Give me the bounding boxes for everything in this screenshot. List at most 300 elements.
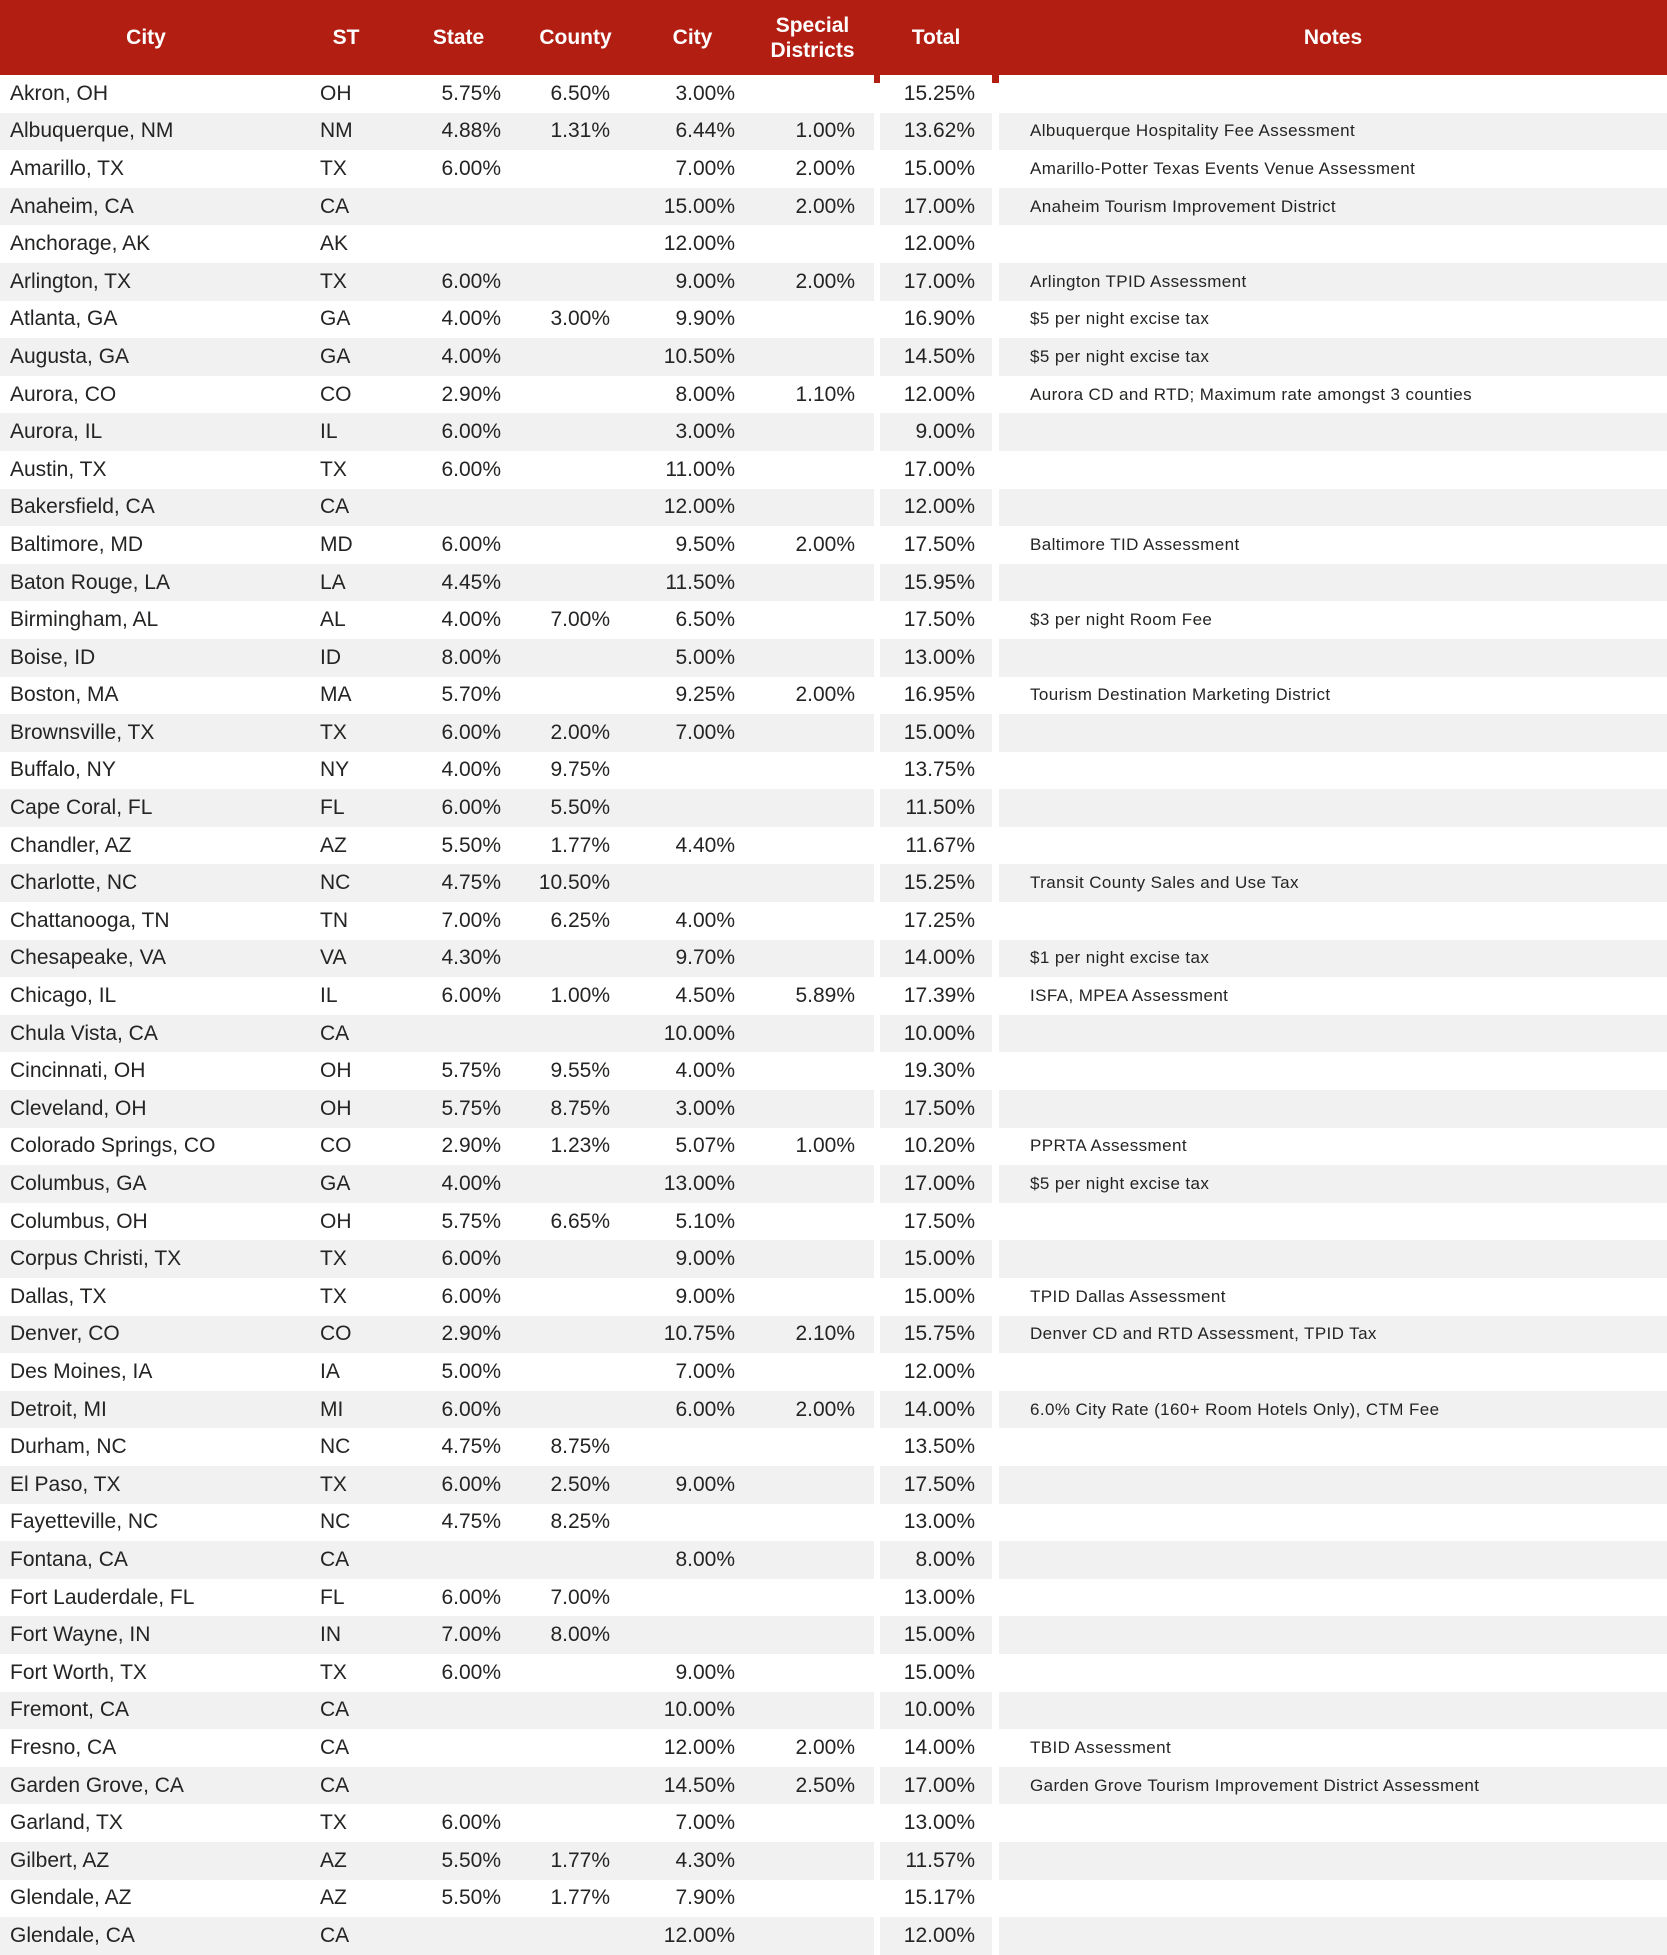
table-row[interactable]	[0, 1128, 1667, 1166]
cell-city-name: Brownsville, TX	[0, 714, 292, 752]
cell-total-rate: 13.75%	[880, 752, 992, 790]
cell-special-districts-rate	[751, 1428, 874, 1466]
cell-total-rate: 19.30%	[880, 1052, 992, 1090]
cell-state-rate: 2.90%	[400, 376, 517, 414]
cell-city-name: Birmingham, AL	[0, 601, 292, 639]
cell-notes	[999, 1616, 1667, 1654]
table-row[interactable]	[0, 1353, 1667, 1391]
cell-st: NC	[292, 1504, 400, 1542]
cell-city-rate	[634, 1504, 751, 1542]
cell-special-districts-rate	[751, 864, 874, 902]
cell-city-rate	[634, 1428, 751, 1466]
table-row[interactable]	[0, 1428, 1667, 1466]
table-row[interactable]	[0, 526, 1667, 564]
cell-total-rate: 15.00%	[880, 1278, 992, 1316]
cell-city-name: Albuquerque, NM	[0, 113, 292, 151]
cell-st: OH	[292, 1090, 400, 1128]
cell-state-rate: 2.90%	[400, 1316, 517, 1354]
cell-city-name: Baltimore, MD	[0, 526, 292, 564]
table-row[interactable]	[0, 1692, 1667, 1730]
cell-city-name: Chula Vista, CA	[0, 1015, 292, 1053]
cell-st: NC	[292, 1428, 400, 1466]
cell-city-name: Cape Coral, FL	[0, 789, 292, 827]
table-row[interactable]	[0, 338, 1667, 376]
cell-special-districts-rate	[751, 338, 874, 376]
table-row[interactable]	[0, 639, 1667, 677]
cell-city-rate	[634, 864, 751, 902]
table-row[interactable]	[0, 601, 1667, 639]
cell-city-rate: 12.00%	[634, 1917, 751, 1955]
cell-notes: Amarillo-Potter Texas Events Venue Assessment	[999, 150, 1667, 188]
cell-notes: Tourism Destination Marketing District	[999, 677, 1667, 715]
cell-st: AZ	[292, 1842, 400, 1880]
cell-city-name: Fort Wayne, IN	[0, 1616, 292, 1654]
cell-st: TX	[292, 451, 400, 489]
table-row[interactable]	[0, 1917, 1667, 1955]
table-row[interactable]	[0, 1240, 1667, 1278]
cell-city-rate: 10.00%	[634, 1692, 751, 1730]
cell-total-rate: 14.00%	[880, 1729, 992, 1767]
table-row[interactable]	[0, 1504, 1667, 1542]
table-row[interactable]	[0, 1278, 1667, 1316]
cell-st: OH	[292, 1203, 400, 1241]
cell-st: FL	[292, 789, 400, 827]
cell-st: AK	[292, 225, 400, 263]
cell-special-districts-rate	[751, 1278, 874, 1316]
cell-notes: PPRTA Assessment	[999, 1128, 1667, 1166]
column-separator	[992, 1880, 999, 1918]
cell-notes: Arlington TPID Assessment	[999, 263, 1667, 301]
cell-city-rate: 6.50%	[634, 601, 751, 639]
cell-county-rate	[517, 1015, 634, 1053]
cell-notes	[999, 1692, 1667, 1730]
cell-state-rate: 6.00%	[400, 977, 517, 1015]
cell-state-rate: 6.00%	[400, 263, 517, 301]
table-row[interactable]	[0, 677, 1667, 715]
cell-county-rate	[517, 677, 634, 715]
table-row[interactable]	[0, 263, 1667, 301]
cell-special-districts-rate: 2.00%	[751, 1391, 874, 1429]
cell-state-rate: 5.75%	[400, 1090, 517, 1128]
cell-st: TX	[292, 1466, 400, 1504]
cell-total-rate: 16.95%	[880, 677, 992, 715]
cell-county-rate: 1.77%	[517, 827, 634, 865]
cell-notes	[999, 489, 1667, 527]
column-header-city-rate[interactable]: City	[634, 0, 751, 75]
table-row[interactable]	[0, 1579, 1667, 1617]
cell-state-rate	[400, 188, 517, 226]
cell-st: CA	[292, 1015, 400, 1053]
table-row[interactable]	[0, 489, 1667, 527]
cell-county-rate: 2.00%	[517, 714, 634, 752]
cell-county-rate	[517, 1316, 634, 1354]
cell-st: TX	[292, 714, 400, 752]
cell-notes: Anaheim Tourism Improvement District	[999, 188, 1667, 226]
column-separator	[992, 225, 999, 263]
table-row[interactable]	[0, 864, 1667, 902]
cell-city-rate: 3.00%	[634, 75, 751, 113]
column-header-st[interactable]: ST	[292, 0, 400, 75]
cell-city-name: Chesapeake, VA	[0, 940, 292, 978]
table-row[interactable]	[0, 225, 1667, 263]
cell-st: TX	[292, 1240, 400, 1278]
cell-st: AZ	[292, 1880, 400, 1918]
cell-special-districts-rate	[751, 1579, 874, 1617]
cell-total-rate: 17.00%	[880, 451, 992, 489]
cell-state-rate: 4.00%	[400, 752, 517, 790]
cell-city-rate: 3.00%	[634, 1090, 751, 1128]
cell-city-name: Amarillo, TX	[0, 150, 292, 188]
cell-special-districts-rate	[751, 1353, 874, 1391]
cell-st: GA	[292, 338, 400, 376]
column-separator	[992, 188, 999, 226]
cell-st: NC	[292, 864, 400, 902]
cell-city-rate: 7.00%	[634, 150, 751, 188]
table-row[interactable]	[0, 1729, 1667, 1767]
cell-state-rate: 4.75%	[400, 1504, 517, 1542]
column-separator	[992, 1165, 999, 1203]
cell-special-districts-rate	[751, 1692, 874, 1730]
column-header-notes[interactable]: Notes	[999, 0, 1667, 75]
column-separator	[992, 263, 999, 301]
cell-city-name: Columbus, OH	[0, 1203, 292, 1241]
cell-state-rate: 5.75%	[400, 75, 517, 113]
cell-notes	[999, 413, 1667, 451]
cell-state-rate: 6.00%	[400, 1654, 517, 1692]
header-separator	[992, 0, 999, 75]
cell-city-rate: 13.00%	[634, 1165, 751, 1203]
cell-city-rate: 11.00%	[634, 451, 751, 489]
cell-city-rate: 9.90%	[634, 301, 751, 339]
cell-city-rate: 5.07%	[634, 1128, 751, 1166]
column-header-total[interactable]: Total	[880, 0, 992, 75]
cell-total-rate: 15.17%	[880, 1880, 992, 1918]
cell-state-rate: 4.45%	[400, 564, 517, 602]
cell-city-name: Columbus, GA	[0, 1165, 292, 1203]
cell-special-districts-rate	[751, 225, 874, 263]
column-separator	[992, 1240, 999, 1278]
cell-notes: $5 per night excise tax	[999, 301, 1667, 339]
cell-total-rate: 15.95%	[880, 564, 992, 602]
cell-total-rate: 15.00%	[880, 1616, 992, 1654]
cell-state-rate: 2.90%	[400, 1128, 517, 1166]
cell-special-districts-rate	[751, 413, 874, 451]
cell-county-rate	[517, 1240, 634, 1278]
table-row[interactable]	[0, 977, 1667, 1015]
cell-special-districts-rate	[751, 752, 874, 790]
cell-city-rate: 7.00%	[634, 1353, 751, 1391]
cell-st: OH	[292, 75, 400, 113]
cell-total-rate: 11.50%	[880, 789, 992, 827]
cell-notes	[999, 75, 1667, 113]
cell-city-rate: 5.00%	[634, 639, 751, 677]
cell-notes	[999, 1203, 1667, 1241]
table-row[interactable]	[0, 1654, 1667, 1692]
cell-state-rate: 6.00%	[400, 451, 517, 489]
column-separator	[992, 677, 999, 715]
cell-st: TX	[292, 1278, 400, 1316]
cell-county-rate: 9.55%	[517, 1052, 634, 1090]
cell-county-rate	[517, 1767, 634, 1805]
column-separator	[992, 1654, 999, 1692]
cell-county-rate: 1.31%	[517, 113, 634, 151]
cell-city-name: Denver, CO	[0, 1316, 292, 1354]
cell-city-rate: 9.00%	[634, 1654, 751, 1692]
cell-city-name: Fontana, CA	[0, 1541, 292, 1579]
cell-total-rate: 17.50%	[880, 1090, 992, 1128]
cell-notes: $5 per night excise tax	[999, 1165, 1667, 1203]
cell-state-rate: 4.75%	[400, 864, 517, 902]
column-header-special-districts[interactable]: Special Districts	[751, 0, 874, 75]
table-row[interactable]	[0, 1165, 1667, 1203]
cell-st: CA	[292, 1917, 400, 1955]
cell-total-rate: 17.25%	[880, 902, 992, 940]
table-row[interactable]	[0, 413, 1667, 451]
cell-city-rate: 5.10%	[634, 1203, 751, 1241]
cell-st: CO	[292, 376, 400, 414]
column-separator	[992, 113, 999, 151]
cell-city-rate: 7.90%	[634, 1880, 751, 1918]
cell-total-rate: 11.67%	[880, 827, 992, 865]
cell-city-name: El Paso, TX	[0, 1466, 292, 1504]
total-column-right-tick	[992, 75, 999, 83]
cell-county-rate	[517, 1654, 634, 1692]
cell-special-districts-rate	[751, 639, 874, 677]
cell-notes	[999, 1880, 1667, 1918]
cell-city-name: Akron, OH	[0, 75, 292, 113]
cell-state-rate: 4.75%	[400, 1428, 517, 1466]
cell-county-rate: 8.75%	[517, 1428, 634, 1466]
cell-county-rate: 7.00%	[517, 1579, 634, 1617]
table-row[interactable]	[0, 376, 1667, 414]
table-row[interactable]	[0, 1015, 1667, 1053]
table-row[interactable]	[0, 940, 1667, 978]
cell-city-rate	[634, 1579, 751, 1617]
cell-county-rate	[517, 1391, 634, 1429]
table-row[interactable]	[0, 1767, 1667, 1805]
table-row[interactable]	[0, 827, 1667, 865]
cell-notes	[999, 1504, 1667, 1542]
cell-notes: $3 per night Room Fee	[999, 601, 1667, 639]
cell-county-rate: 1.00%	[517, 977, 634, 1015]
cell-special-districts-rate	[751, 1203, 874, 1241]
table-row[interactable]	[0, 1391, 1667, 1429]
cell-state-rate	[400, 1541, 517, 1579]
table-row[interactable]	[0, 564, 1667, 602]
cell-city-name: Anaheim, CA	[0, 188, 292, 226]
cell-state-rate: 6.00%	[400, 413, 517, 451]
table-row[interactable]	[0, 714, 1667, 752]
table-row[interactable]	[0, 451, 1667, 489]
cell-special-districts-rate: 2.00%	[751, 263, 874, 301]
cell-county-rate	[517, 225, 634, 263]
cell-special-districts-rate: 2.00%	[751, 150, 874, 188]
cell-special-districts-rate: 1.00%	[751, 1128, 874, 1166]
cell-st: MD	[292, 526, 400, 564]
cell-city-rate: 8.00%	[634, 1541, 751, 1579]
cell-county-rate	[517, 188, 634, 226]
cell-city-rate: 7.00%	[634, 714, 751, 752]
column-separator	[992, 376, 999, 414]
column-separator	[992, 1541, 999, 1579]
column-separator	[992, 714, 999, 752]
table-row[interactable]	[0, 752, 1667, 790]
cell-city-name: Cincinnati, OH	[0, 1052, 292, 1090]
column-separator	[992, 752, 999, 790]
cell-notes	[999, 1428, 1667, 1466]
cell-city-name: Aurora, CO	[0, 376, 292, 414]
cell-city-name: Atlanta, GA	[0, 301, 292, 339]
column-header-city-name[interactable]: City	[0, 0, 292, 75]
column-header-state-rate[interactable]: State	[400, 0, 517, 75]
cell-st: TN	[292, 902, 400, 940]
cell-city-rate: 4.40%	[634, 827, 751, 865]
column-separator	[992, 639, 999, 677]
cell-special-districts-rate: 2.50%	[751, 1767, 874, 1805]
cell-total-rate: 17.50%	[880, 1466, 992, 1504]
cell-city-rate: 6.00%	[634, 1391, 751, 1429]
cell-total-rate: 10.00%	[880, 1692, 992, 1730]
cell-special-districts-rate	[751, 1504, 874, 1542]
cell-total-rate: 10.00%	[880, 1015, 992, 1053]
table-row[interactable]	[0, 789, 1667, 827]
cell-state-rate	[400, 1015, 517, 1053]
cell-notes: Baltimore TID Assessment	[999, 526, 1667, 564]
cell-county-rate	[517, 338, 634, 376]
table-row[interactable]	[0, 188, 1667, 226]
cell-special-districts-rate: 2.00%	[751, 1729, 874, 1767]
table-row[interactable]	[0, 1466, 1667, 1504]
table-row[interactable]	[0, 113, 1667, 151]
cell-total-rate: 12.00%	[880, 1353, 992, 1391]
cell-city-name: Gilbert, AZ	[0, 1842, 292, 1880]
cell-notes	[999, 752, 1667, 790]
cell-city-name: Corpus Christi, TX	[0, 1240, 292, 1278]
cell-st: MI	[292, 1391, 400, 1429]
cell-city-name: Chandler, AZ	[0, 827, 292, 865]
cell-total-rate: 17.50%	[880, 526, 992, 564]
cell-city-rate: 9.00%	[634, 1466, 751, 1504]
table-row[interactable]	[0, 301, 1667, 339]
cell-special-districts-rate	[751, 1015, 874, 1053]
cell-city-rate: 12.00%	[634, 489, 751, 527]
cell-special-districts-rate: 2.00%	[751, 188, 874, 226]
cell-county-rate: 6.65%	[517, 1203, 634, 1241]
cell-total-rate: 12.00%	[880, 376, 992, 414]
column-separator	[992, 150, 999, 188]
cell-state-rate: 4.00%	[400, 301, 517, 339]
cell-city-name: Chicago, IL	[0, 977, 292, 1015]
cell-st: NM	[292, 113, 400, 151]
cell-total-rate: 14.00%	[880, 1391, 992, 1429]
cell-special-districts-rate: 2.00%	[751, 677, 874, 715]
cell-state-rate: 6.00%	[400, 1579, 517, 1617]
cell-notes	[999, 1090, 1667, 1128]
cell-county-rate: 1.23%	[517, 1128, 634, 1166]
cell-city-name: Austin, TX	[0, 451, 292, 489]
table-row[interactable]	[0, 1616, 1667, 1654]
cell-special-districts-rate: 2.00%	[751, 526, 874, 564]
cell-state-rate	[400, 225, 517, 263]
table-row[interactable]	[0, 75, 1667, 113]
column-separator	[992, 977, 999, 1015]
table-row[interactable]	[0, 1804, 1667, 1842]
table-header-row	[0, 0, 1667, 75]
cell-st: VA	[292, 940, 400, 978]
column-separator	[992, 1692, 999, 1730]
column-separator	[992, 827, 999, 865]
cell-total-rate: 12.00%	[880, 489, 992, 527]
cell-total-rate: 17.50%	[880, 1203, 992, 1241]
cell-city-rate: 10.00%	[634, 1015, 751, 1053]
cell-total-rate: 12.00%	[880, 1917, 992, 1955]
column-header-county-rate[interactable]: County	[517, 0, 634, 75]
cell-special-districts-rate	[751, 714, 874, 752]
cell-notes: ISFA, MPEA Assessment	[999, 977, 1667, 1015]
table-row[interactable]	[0, 1842, 1667, 1880]
cell-total-rate: 13.00%	[880, 1804, 992, 1842]
table-row[interactable]	[0, 1052, 1667, 1090]
cell-special-districts-rate	[751, 940, 874, 978]
column-separator	[992, 1015, 999, 1053]
cell-total-rate: 15.00%	[880, 714, 992, 752]
cell-city-name: Charlotte, NC	[0, 864, 292, 902]
cell-county-rate	[517, 564, 634, 602]
cell-notes: Albuquerque Hospitality Fee Assessment	[999, 113, 1667, 151]
cell-state-rate: 6.00%	[400, 1240, 517, 1278]
cell-county-rate	[517, 1353, 634, 1391]
cell-city-name: Detroit, MI	[0, 1391, 292, 1429]
table-row[interactable]	[0, 1880, 1667, 1918]
table-row[interactable]	[0, 1541, 1667, 1579]
cell-city-rate: 15.00%	[634, 188, 751, 226]
cell-total-rate: 10.20%	[880, 1128, 992, 1166]
cell-city-name: Aurora, IL	[0, 413, 292, 451]
cell-city-rate: 9.70%	[634, 940, 751, 978]
column-separator	[992, 1917, 999, 1955]
cell-city-name: Fort Worth, TX	[0, 1654, 292, 1692]
cell-state-rate: 5.70%	[400, 677, 517, 715]
cell-notes	[999, 451, 1667, 489]
cell-special-districts-rate	[751, 1804, 874, 1842]
cell-st: AL	[292, 601, 400, 639]
table-row[interactable]	[0, 1203, 1667, 1241]
cell-special-districts-rate: 1.10%	[751, 376, 874, 414]
cell-total-rate: 15.25%	[880, 864, 992, 902]
table-row[interactable]	[0, 1090, 1667, 1128]
cell-city-name: Cleveland, OH	[0, 1090, 292, 1128]
cell-st: CA	[292, 1541, 400, 1579]
cell-state-rate: 6.00%	[400, 150, 517, 188]
table-row[interactable]	[0, 902, 1667, 940]
cell-st: CO	[292, 1128, 400, 1166]
cell-total-rate: 13.00%	[880, 1504, 992, 1542]
cell-county-rate: 8.75%	[517, 1090, 634, 1128]
cell-county-rate	[517, 1729, 634, 1767]
cell-special-districts-rate	[751, 601, 874, 639]
cell-st: IL	[292, 413, 400, 451]
cell-city-name: Durham, NC	[0, 1428, 292, 1466]
cell-state-rate: 5.75%	[400, 1052, 517, 1090]
cell-notes: TPID Dallas Assessment	[999, 1278, 1667, 1316]
cell-notes	[999, 1804, 1667, 1842]
table-row[interactable]	[0, 1316, 1667, 1354]
cell-city-name: Buffalo, NY	[0, 752, 292, 790]
cell-county-rate	[517, 413, 634, 451]
cell-total-rate: 15.00%	[880, 150, 992, 188]
column-separator	[992, 1203, 999, 1241]
table-row[interactable]	[0, 150, 1667, 188]
